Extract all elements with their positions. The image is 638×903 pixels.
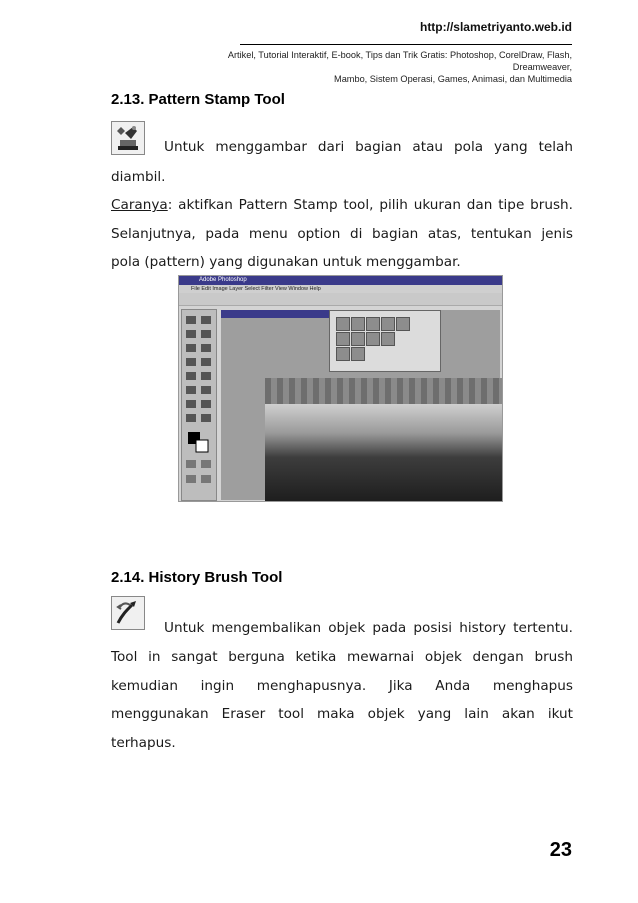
- pattern-swatch: [336, 347, 350, 361]
- header-subtitle-line2: Mambo, Sistem Operasi, Games, Animasi, dan Multimedia: [334, 74, 572, 84]
- pattern-swatch: [351, 317, 365, 331]
- section1-line3: Selanjutnya, pada menu option di bagian atas, tentukan jenis: [111, 226, 573, 242]
- section2-line5: terhapus.: [111, 735, 176, 751]
- header-divider: [240, 44, 572, 45]
- pattern-swatch: [351, 347, 365, 361]
- section1-intro-line: Untuk menggambar dari bagian atau pola yang telah: [164, 139, 573, 155]
- section1-caranya-line: [111, 197, 573, 213]
- section-title-history-brush: 2.14. History Brush Tool: [111, 569, 283, 586]
- photoshop-screenshot: [178, 275, 503, 502]
- header-subtitle-line1: Artikel, Tutorial Interaktif, E-book, Tips dan Trik Gratis: Photoshop, CorelDraw, Flash, Dreamweaver,: [227, 50, 572, 72]
- figure-toolbox: [181, 309, 217, 501]
- figure-titlebar: [179, 276, 502, 285]
- pattern-stamp-icon: [111, 121, 145, 155]
- pattern-swatch: [336, 317, 350, 331]
- section2-line2: Tool in sangat berguna ketika mewarnai objek dengan brush: [111, 649, 573, 665]
- figure-pattern-picker: [329, 310, 441, 372]
- header-subtitle: [200, 49, 572, 85]
- pattern-swatch: [366, 317, 380, 331]
- history-brush-icon: [111, 596, 145, 630]
- pattern-swatch: [366, 332, 380, 346]
- section1-line4: pola (pattern) yang digunakan untuk menggambar.: [111, 254, 461, 270]
- figure-pattern-strip: [265, 378, 502, 404]
- figure-options-bar: [179, 293, 502, 306]
- pattern-swatch: [336, 332, 350, 346]
- figure-window-title: Adobe Photoshop: [199, 277, 247, 283]
- caranya-label: Caranya: [111, 197, 168, 213]
- pattern-swatch: [396, 317, 410, 331]
- section2-line3: kemudian ingin menghapusnya. Jika Anda menghapus: [111, 678, 573, 694]
- pattern-swatch: [381, 317, 395, 331]
- figure-forest-image: [265, 404, 502, 501]
- pattern-swatch: [381, 332, 395, 346]
- section1-intro-wrap: diambil.: [111, 169, 166, 185]
- caranya-text: : aktifkan Pattern Stamp tool, pilih ukuran dan tipe brush.: [167, 197, 573, 213]
- page-number: 23: [549, 839, 572, 861]
- header-url: http://slametriyanto.web.id: [419, 20, 572, 34]
- pattern-swatch: [351, 332, 365, 346]
- section2-line1: Untuk mengembalikan objek pada posisi history tertentu.: [164, 620, 573, 636]
- section-title-pattern-stamp: 2.13. Pattern Stamp Tool: [111, 91, 285, 108]
- section2-line4: menggunakan Eraser tool maka objek yang lain akan ikut: [111, 706, 573, 722]
- figure-menubar: File Edit Image Layer Select Filter View Window Help: [179, 285, 502, 293]
